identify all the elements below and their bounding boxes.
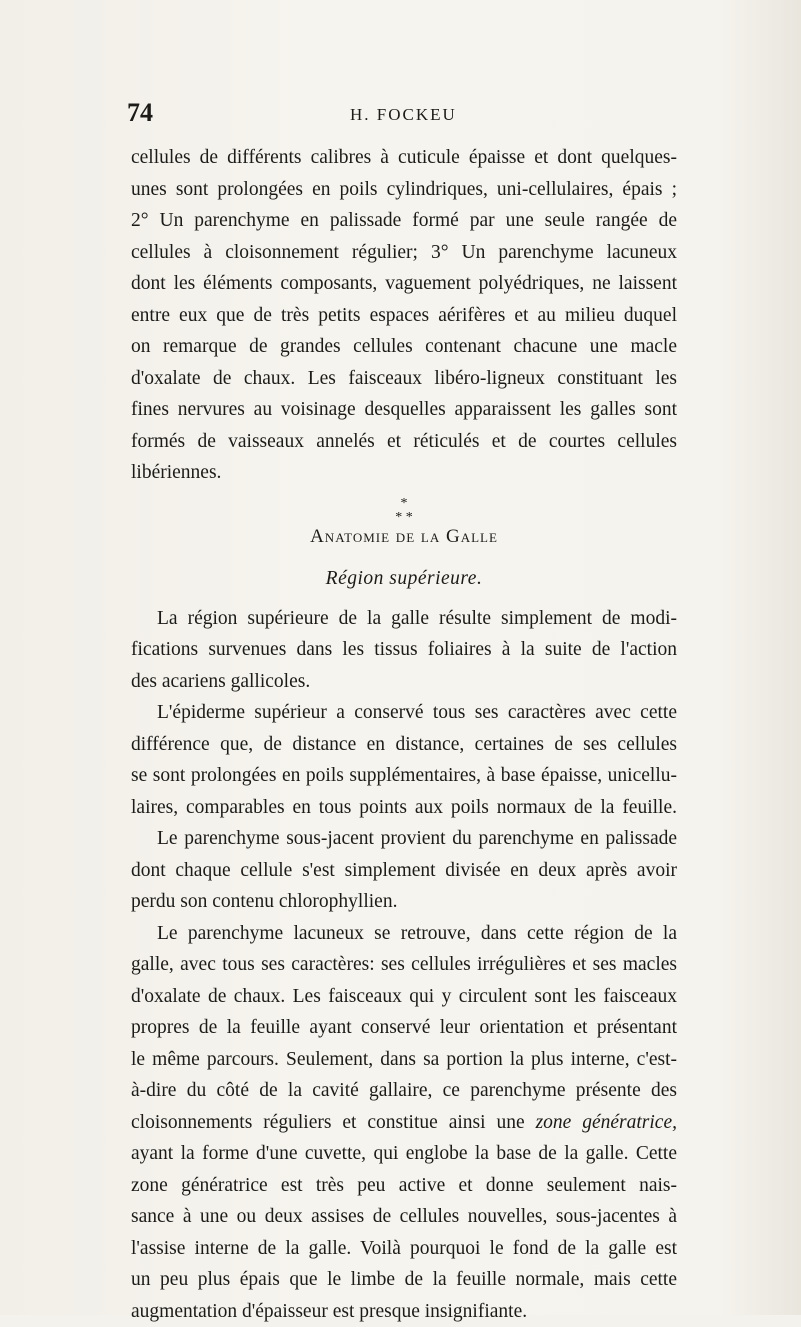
text-line: d'oxalate de chaux. Les faisceaux qui y circulent sont les faisceaux [131, 981, 677, 1013]
text-line: L'épiderme supérieur a conservé tous ses caractères avec cette [131, 697, 677, 729]
paragraph-lacunar-parenchyma [131, 918, 677, 1327]
text-line: perdu son contenu chlorophyllien. [131, 886, 677, 918]
text-line: Le parenchyme sous-jacent provient du parenchyme en palissade [131, 823, 677, 855]
text-line: cellules à cloisonnement régulier; 3° Un parenchyme lacuneux [131, 237, 677, 269]
text-line: ayant la forme d'une cuvette, qui englobe la base de la galle. Cette [131, 1138, 677, 1170]
text-line: fications survenues dans les tissus foliaires à la suite de l'action [131, 634, 677, 666]
text-line: fines nervures au voisinage desquelles apparaissent les galles sont [131, 394, 677, 426]
emphasized-term: zone génératrice, [536, 1112, 677, 1133]
section-title [131, 519, 677, 555]
text-line [131, 1107, 677, 1139]
text-line: libériennes. [131, 457, 677, 489]
text-line: l'assise interne de la galle. Voilà pourquoi le fond de la galle est [131, 1233, 677, 1265]
asterism-top: * [131, 497, 677, 511]
body-text [131, 142, 677, 1327]
text-line: augmentation d'épaisseur est presque insignifiante. [131, 1296, 677, 1327]
text-line: laires, comparables en tous points aux poils normaux de la feuille. [131, 792, 677, 824]
text-line: on remarque de grandes cellules contenant chacune une macle [131, 331, 677, 363]
asterism-divider [131, 489, 677, 519]
page-number: 74 [127, 98, 153, 128]
text-line: dont les éléments composants, vaguement polyédriques, ne laissent [131, 268, 677, 300]
text-line: dont chaque cellule s'est simplement divisée en deux après avoir [131, 855, 677, 887]
text-line: formés de vaisseaux annelés et réticulés et de courtes cellules [131, 426, 677, 458]
text-line: différence que, de distance en distance, certaines de ses cellules [131, 729, 677, 761]
text-run: cloisonnements réguliers et constitue ainsi une [131, 1112, 536, 1133]
subsection-title: Région supérieure. [131, 555, 677, 603]
text-line: galle, avec tous ses caractères: ses cellules irrégulières et ses macles [131, 949, 677, 981]
paragraph-leaf-anatomy [131, 142, 677, 489]
section-title-text: Anatomie de la Galle [310, 526, 498, 547]
text-line: entre eux que de très petits espaces aérifères et au milieu duquel [131, 300, 677, 332]
paragraph-parenchyma [131, 823, 677, 918]
text-line: d'oxalate de chaux. Les faisceaux libéro-ligneux constituant les [131, 363, 677, 395]
text-line: propres de la feuille ayant conservé leur orientation et présentant [131, 1012, 677, 1044]
text-line: le même parcours. Seulement, dans sa portion la plus interne, c'est- [131, 1044, 677, 1076]
paragraph-upper-region [131, 603, 677, 698]
text-line: un peu plus épais que le limbe de la feuille normale, mais cette [131, 1264, 677, 1296]
running-head: H. FOCKEU [350, 105, 457, 125]
text-line: à-dire du côté de la cavité gallaire, ce parenchyme présente des [131, 1075, 677, 1107]
text-line: Le parenchyme lacuneux se retrouve, dans cette région de la [131, 918, 677, 950]
text-line: 2° Un parenchyme en palissade formé par une seule rangée de [131, 205, 677, 237]
text-line: des acariens gallicoles. [131, 666, 677, 698]
text-line: sance à une ou deux assises de cellules nouvelles, sous-jacentes à [131, 1201, 677, 1233]
text-line: La région supérieure de la galle résulte simplement de modi- [131, 603, 677, 635]
text-line: se sont prolongées en poils supplémentaires, à base épaisse, unicellu- [131, 760, 677, 792]
paragraph-epidermis [131, 697, 677, 823]
text-line: cellules de différents calibres à cuticule épaisse et dont quelques- [131, 142, 677, 174]
text-line: unes sont prolongées en poils cylindriques, uni-cellulaires, épais ; [131, 174, 677, 206]
text-line: zone génératrice est très peu active et donne seulement nais- [131, 1170, 677, 1202]
asterism-bottom: * * [131, 511, 677, 525]
